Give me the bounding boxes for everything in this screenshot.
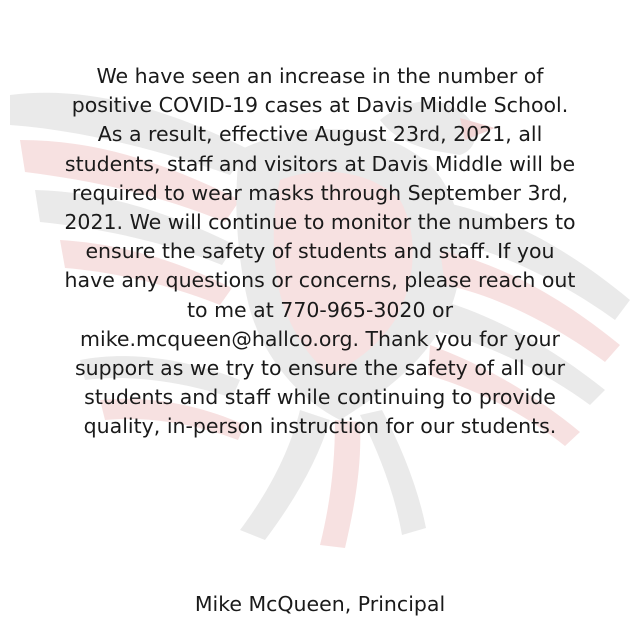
announcement-line: As a result, effective August 23rd, 2021, all <box>97 122 543 147</box>
announcement-line: have any questions or concerns, please reach out <box>64 268 576 293</box>
announcement-line: required to wear masks through September 3rd, <box>71 180 569 205</box>
announcement-line: students and staff while continuing to provide <box>84 385 556 410</box>
principal-signature: Mike McQueen, Principal <box>194 592 446 616</box>
announcement-line: We have seen an increase in the number of <box>96 64 544 88</box>
announcement-line: to me at 770-965-3020 or <box>186 297 454 322</box>
announcement-text <box>20 62 620 442</box>
announcement-line: support as we try to ensure the safety of all our <box>74 356 566 381</box>
announcement-line: students, staff and visitors at Davis Middle will be <box>64 151 576 176</box>
announcement-line: 2021. We will continue to monitor the numbers to <box>64 210 576 235</box>
announcement-line: positive COVID-19 cases at Davis Middle School. <box>71 93 569 118</box>
announcement-line: ensure the safety of students and staff. If you <box>85 239 555 264</box>
announcement-line: mike.mcqueen@hallco.org. Thank you for your <box>80 326 560 351</box>
announcement-line: quality, in-person instruction for our students. <box>83 414 557 439</box>
